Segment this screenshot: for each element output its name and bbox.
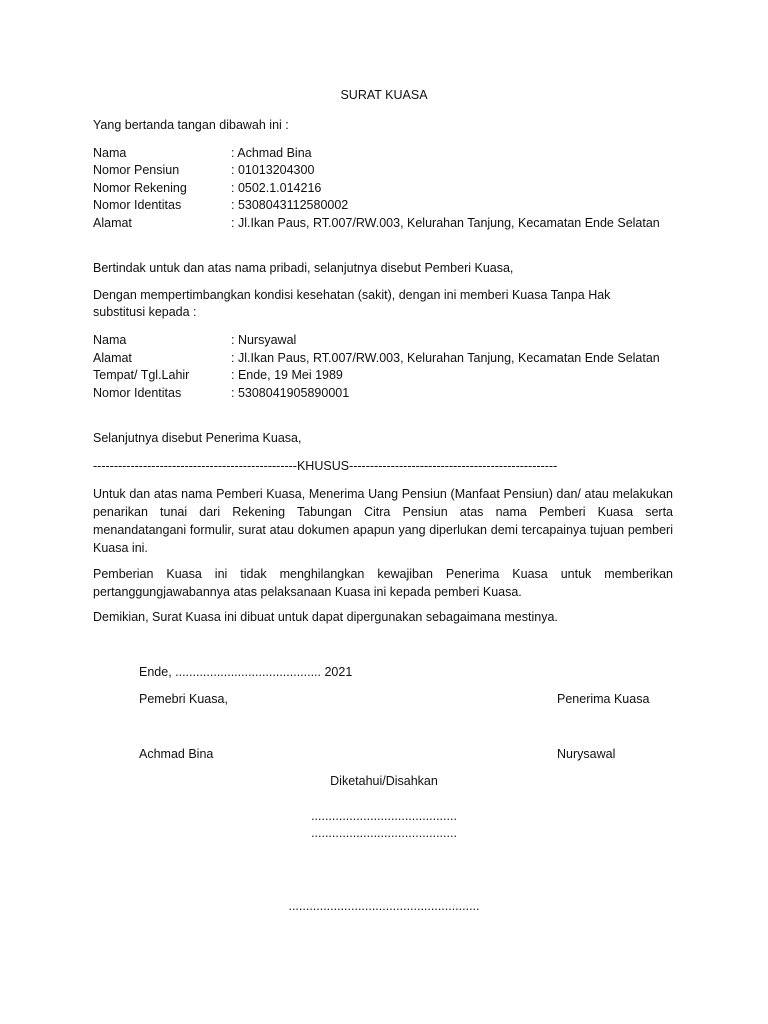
intro-text: Yang bertanda tangan dibawah ini : xyxy=(93,118,289,132)
grantee-id-value: : 5308041905890001 xyxy=(231,386,350,400)
grantor-name-label: Nama xyxy=(93,146,127,160)
place-date: Ende, .......................................... 2021 xyxy=(139,665,353,679)
grantor-account-label: Nomor Rekening xyxy=(93,181,187,195)
grantor-name-value: : Achmad Bina xyxy=(231,146,312,160)
grantee-name-label: Nama xyxy=(93,333,127,347)
signer-left-name: Achmad Bina xyxy=(139,747,214,761)
grantee-address-value: : Jl.Ikan Paus, RT.007/RW.003, Kelurahan Tanjung, Kecamatan Ende Selatan xyxy=(231,351,660,365)
signer-right-role: Penerima Kuasa xyxy=(557,692,650,706)
paragraph-authority: Untuk dan atas nama Pemberi Kuasa, Menerima Uang Pensiun (Manfaat Pensiun) dan/ atau melakukan penarikan tunai dari Rekening Tabungan Citra Pensiun atas nama Pemberi Kuasa serta menandatangani formulir, surat atau dokumen apapun yang diperlukan demi tercapainya tujuan pemberi Kuasa ini. xyxy=(93,487,673,555)
grantor-pension-label: Nomor Pensiun xyxy=(93,163,180,177)
grantee-statement: Selanjutnya disebut Penerima Kuasa, xyxy=(93,431,302,445)
approval-dots-2: .......................................... xyxy=(311,826,457,840)
bottom-signature-dots: ....................................................... xyxy=(288,899,480,913)
paragraph-responsibility: Pemberian Kuasa ini tidak menghilangkan kewajiban Penerima Kuasa untuk memberikan pertanggungjawabannya atas pelaksanaan Kuasa ini kepada pemberi Kuasa. xyxy=(93,567,673,599)
grantor-pension-value: : 01013204300 xyxy=(231,163,315,177)
approval-label: Diketahui/Disahkan xyxy=(330,774,438,788)
grantor-id-label: Nomor Identitas xyxy=(93,198,182,212)
grantee-id-label: Nomor Identitas xyxy=(93,386,182,400)
approval-dots-1: .......................................... xyxy=(311,809,457,823)
paragraph-closing: Demikian, Surat Kuasa ini dibuat untuk dapat dipergunakan sebagaimana mestinya. xyxy=(93,610,558,624)
grantor-address-value: : Jl.Ikan Paus, RT.007/RW.003, Kelurahan Tanjung, Kecamatan Ende Selatan xyxy=(231,216,660,230)
signer-right-name: Nurysawal xyxy=(557,747,616,761)
acting-statement: Bertindak untuk dan atas nama pribadi, selanjutnya disebut Pemberi Kuasa, xyxy=(93,261,514,275)
grantee-birth-label: Tempat/ Tgl.Lahir xyxy=(93,368,190,382)
consideration-line-2: substitusi kepada : xyxy=(93,305,197,319)
grantee-name-value: : Nursyawal xyxy=(231,333,297,347)
consideration-line-1: Dengan mempertimbangkan kondisi kesehatan (sakit), dengan ini memberi Kuasa Tanpa Hak xyxy=(93,288,611,302)
grantor-address-label: Alamat xyxy=(93,216,132,230)
grantee-address-label: Alamat xyxy=(93,351,132,365)
grantor-id-value: : 5308043112580002 xyxy=(231,198,349,212)
signer-left-role: Pemebri Kuasa, xyxy=(139,692,228,706)
khusus-separator: -------------------------------------------------KHUSUS-------------------------------------------------- xyxy=(93,459,558,473)
document-title: SURAT KUASA xyxy=(340,88,428,102)
grantee-birth-value: : Ende, 19 Mei 1989 xyxy=(231,368,343,382)
grantor-account-value: : 0502.1.014216 xyxy=(231,181,322,195)
